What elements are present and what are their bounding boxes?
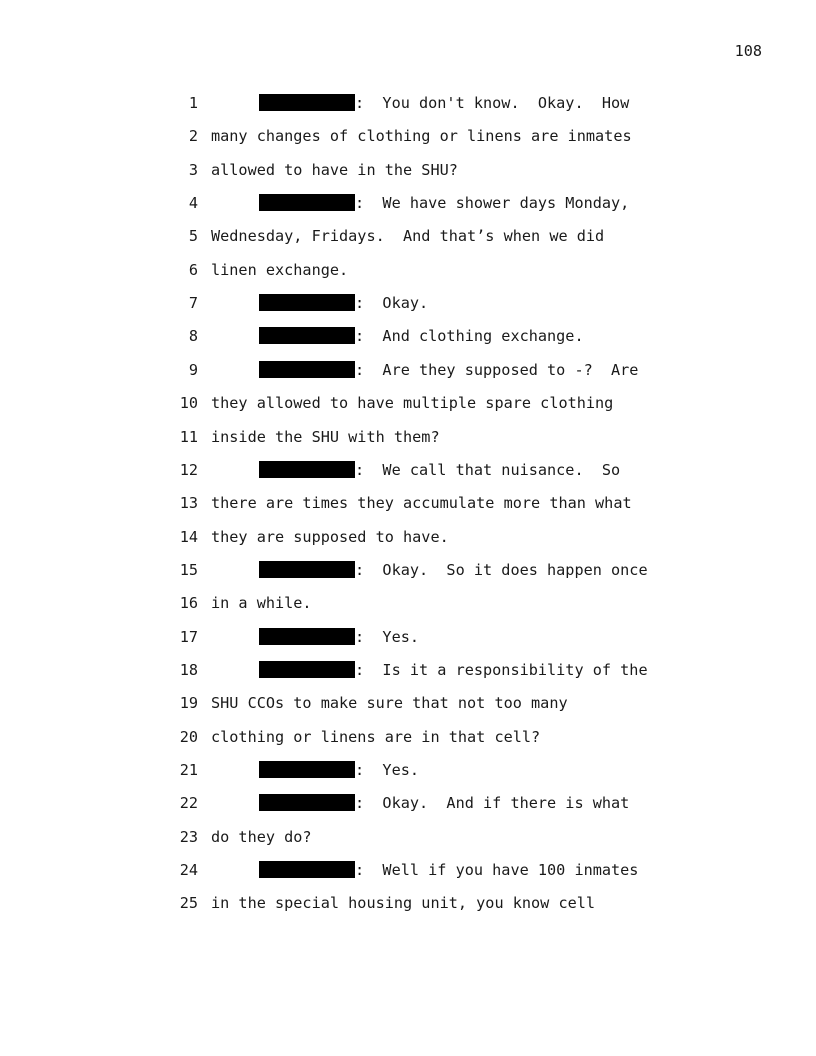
line-content: : We have shower days Monday,: [355, 194, 630, 213]
redacted-speaker-name: [259, 461, 355, 478]
line-text: [259, 661, 648, 679]
line-content: : Okay.: [355, 294, 429, 313]
line-content: many changes of clothing or linens are inmates: [211, 127, 632, 146]
line-text: [211, 261, 348, 279]
redacted-speaker-name: [259, 794, 355, 811]
line-number: 4: [188, 194, 198, 213]
line-content: : Yes.: [355, 761, 420, 779]
line-content: they allowed to have multiple spare clothing: [211, 394, 614, 413]
transcript-line: [0, 694, 816, 714]
line-text: [211, 728, 540, 746]
line-number: 10: [179, 394, 198, 413]
line-text: [211, 528, 449, 546]
line-text: [259, 294, 428, 312]
line-text: [259, 94, 629, 112]
transcript-line: [0, 828, 816, 848]
line-content: Wednesday, Fridays. And that’s when we did: [211, 227, 605, 246]
line-number: 15: [179, 560, 198, 579]
line-text: [259, 561, 648, 579]
transcript-line: [0, 861, 816, 881]
line-number: 7: [188, 294, 198, 313]
transcript-line: [0, 528, 816, 548]
line-number: 23: [179, 827, 198, 846]
transcript-line: [0, 194, 816, 214]
transcript-line: [0, 94, 816, 114]
line-text: [259, 761, 419, 779]
redacted-speaker-name: [259, 628, 355, 645]
line-number: 1: [188, 94, 198, 112]
line-text: [211, 394, 613, 412]
line-content: do they do?: [211, 827, 312, 846]
transcript-line: [0, 894, 816, 914]
transcript-line: [0, 561, 816, 581]
transcript-line: [0, 461, 816, 481]
line-number: 2: [188, 127, 198, 146]
page-number: 108: [734, 42, 762, 60]
line-content: there are times they accumulate more than what: [211, 494, 632, 513]
transcript-line: [0, 794, 816, 814]
line-text: [259, 194, 629, 212]
line-text: [259, 361, 638, 379]
line-number: 13: [179, 494, 198, 513]
line-text: [259, 628, 419, 646]
redacted-speaker-name: [259, 861, 355, 878]
line-content: they are supposed to have.: [211, 527, 449, 546]
transcript-line: [0, 161, 816, 181]
line-number: 9: [188, 360, 198, 379]
transcript-line: [0, 394, 816, 414]
line-number: 5: [188, 227, 198, 246]
redacted-speaker-name: [259, 761, 355, 778]
transcript-line: [0, 227, 816, 247]
line-content: : Okay. So it does happen once: [355, 560, 648, 579]
line-text: [211, 428, 440, 446]
redacted-speaker-name: [259, 94, 355, 111]
redacted-speaker-name: [259, 194, 355, 211]
transcript-line: [0, 628, 816, 648]
transcript-line: [0, 294, 816, 314]
line-text: [211, 694, 568, 712]
line-content: : Are they supposed to -? Are: [355, 360, 639, 379]
line-number: 11: [179, 427, 198, 446]
transcript-line: [0, 361, 816, 381]
line-text: [211, 161, 458, 179]
line-content: inside the SHU with them?: [211, 427, 440, 446]
redacted-speaker-name: [259, 294, 355, 311]
line-content: : Is it a responsibility of the: [355, 660, 648, 679]
redacted-speaker-name: [259, 361, 355, 378]
line-number: 24: [179, 861, 198, 880]
line-number: 6: [188, 260, 198, 279]
line-text: [259, 794, 629, 812]
line-number: 3: [188, 160, 198, 179]
transcript-line: [0, 327, 816, 347]
line-text: [211, 494, 632, 512]
line-content: : You don't know. Okay. How: [355, 94, 630, 112]
line-number: 18: [179, 660, 198, 679]
transcript-line: [0, 428, 816, 448]
line-text: [259, 327, 584, 345]
line-content: allowed to have in the SHU?: [211, 160, 458, 179]
line-number: 20: [179, 727, 198, 746]
line-content: : We call that nuisance. So: [355, 460, 621, 479]
transcript-line: [0, 494, 816, 514]
transcript-line: [0, 661, 816, 681]
line-number: 8: [188, 327, 198, 346]
line-text: [211, 127, 632, 145]
redacted-speaker-name: [259, 661, 355, 678]
line-text: [211, 227, 604, 245]
line-text: [211, 894, 595, 912]
line-content: clothing or linens are in that cell?: [211, 727, 541, 746]
line-content: : Yes.: [355, 627, 420, 646]
transcript-line: [0, 761, 816, 781]
redacted-speaker-name: [259, 561, 355, 578]
line-content: : Okay. And if there is what: [355, 794, 630, 813]
line-number: 21: [179, 761, 198, 779]
transcript-line: [0, 261, 816, 281]
redacted-speaker-name: [259, 327, 355, 344]
line-number: 12: [179, 460, 198, 479]
line-content: in the special housing unit, you know cell: [211, 894, 596, 913]
line-content: in a while.: [211, 594, 312, 613]
line-number: 25: [179, 894, 198, 913]
line-text: [259, 461, 620, 479]
line-content: : And clothing exchange.: [355, 327, 584, 346]
line-text: [211, 828, 312, 846]
line-content: linen exchange.: [211, 260, 349, 279]
line-number: 22: [179, 794, 198, 813]
line-content: SHU CCOs to make sure that not too many: [211, 694, 568, 713]
transcript-line: [0, 127, 816, 147]
line-number: 19: [179, 694, 198, 713]
line-number: 17: [179, 627, 198, 646]
line-content: : Well if you have 100 inmates: [355, 861, 639, 880]
line-number: 14: [179, 527, 198, 546]
transcript-line: [0, 594, 816, 614]
line-text: [211, 594, 312, 612]
transcript-line: [0, 728, 816, 748]
line-text: [259, 861, 638, 879]
line-number: 16: [179, 594, 198, 613]
